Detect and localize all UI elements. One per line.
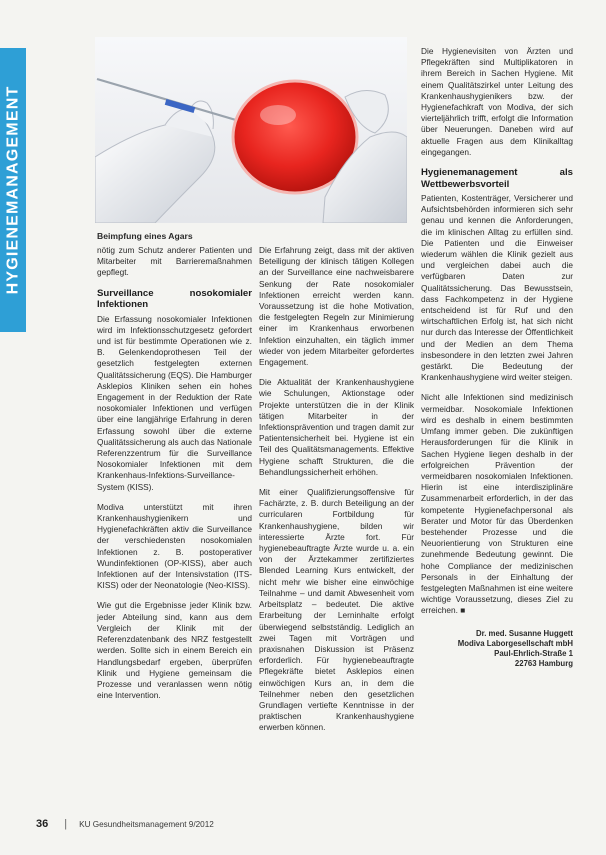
section-heading: Surveillance nosokomialer Infektionen xyxy=(97,287,252,311)
paragraph: Patienten, Kostenträger, Versicherer und Aufsichtsbehörden informieren sich sehr genau und kennen die Anforderungen, die im klinischen Alltag zu erfüllen sind. Die Patienten und die Einweiser wiederum wählen die Klinik gezielt aus und vergleichen dabei auch die verfügbaren Daten zur Qualitätssicherung. Das Bewusstsein, dass Fachkompetenz in der Hygiene entscheidend ist für Ruf und den wirtschaftlichen Erfolg ist, hat sich nicht nur durch das Interesse der Öffentlichkeit und der Medien an dem Thema insbesondere in den letzten zwei Jahren gestärkt. Die Bedeutung der Krankenhaushygiene wird weiter steigen. xyxy=(421,193,573,383)
paragraph: Modiva unterstützt mit ihren Krankenhaushygienikern und Hygienefachkräften aktiv die Surveillance der verschiedensten nosokomialen Infektionen z. B. postoperativer Wundinfektionen (OP-KISS), aber auch Infektionen auf der Intensivstation (ITS-KISS) oder der Neonatologie (Neo-KISS). xyxy=(97,501,252,591)
paragraph: Nicht alle Infektionen sind medizinisch vermeidbar. Nosokomiale Infektionen wird es deshalb in einem bestimmten Umfang immer geben. Die zukünftigen Herausforderungen für die Klinik in Sachen Hygiene liegen deshalb in der erfolgreichen Prävention der vermeidbaren nosokomialen Infektionen. Hierin ist eine interdisziplinäre Zusammenarbeit erforderlich, in der das kompetente Hygienefachpersonal als Berater und Motor für das Überdenken bestehender Prozesse und die Neuorientierung von Strukturen eine zunehmende Bedeutung gewinnt. Die hohe Compliance der medizinischen Personals in der Einhaltung der festgelegten Maßnahmen ist eine weitere wichtige Voraussetzung, dieses Ziel zu erreichen. ■ xyxy=(421,392,573,616)
author-signature xyxy=(421,629,573,669)
author-street: Paul-Ehrlich-Straße 1 xyxy=(494,648,573,658)
section-label-text: HYGIENEMANAGEMENT xyxy=(4,85,22,295)
agar-photo xyxy=(95,37,407,223)
section-heading: Hygienemanagement als Wettbewerbsvorteil xyxy=(421,167,573,190)
author-organization: Modiva Laborgesellschaft mbH xyxy=(457,638,573,648)
page-number: 36 xyxy=(36,818,49,830)
text-column-3 xyxy=(421,46,573,669)
paragraph: Die Erfassung nosokomialer Infektionen wird im Infektionsschutzgesetz gefordert und ist für bestimmte Operationen wie z. B. Gelenkendoprothesen Teil der gesetzlich festgelegten externen Qualitätssicherung (EQS). Die Hamburger Asklepios Kliniken sehen ein hohes Engagement in der Reduktion der Rate nosokomialer Infektionen und verfügen über eine langjährige Erfahrung in deren Erfassung sowohl über die externe Qualitätssicherung als auch das Nationale Referenzzentrum für die Surveillance Nosokomialer Infektionen mit dem Krankenhaus-Infektions-Surveillance-System (KISS). xyxy=(97,313,252,492)
agar-illustration xyxy=(95,37,407,223)
footer-separator: | xyxy=(64,818,68,830)
author-name: Dr. med. Susanne Huggett xyxy=(475,628,573,638)
paragraph: Die Hygienevisiten von Ärzten und Pflegekräften sind Multiplikatoren in ihrem Bereich in Sachen Hygiene. Mit einem Qualitätszirkel unter Leitung des Krankenhaushygienikers bzw. der Hygienefachkraft von Modiva, der sich vierteljährlich trifft, erfolgt die Information über Neuerungen. Daneben wird auf aktuelle Fragen aus dem Klinikalltag eingegangen. xyxy=(421,46,573,157)
paragraph: Mit einer Qualifizierungsoffensive für Fachärzte, z. B. durch Beteiligung an der curricularen Fortbildung für Krankenhaushygiene, bilden wir interessierte Ärzte fort. Für hygienebeauftragte Ärzte wurde u. a. ein von der Ärztekammer zertifiziertes Blended Learning Kurs entwickelt, der nicht mehr wie bisher eine einwöchige Teilnahme – und damit Abwesenheit vom Arbeitsplatz – bedeutet. Die aktive Erarbeitung der Lerninhalte erfolgt überwiegend selbstständig. Lediglich an zwei Tagen mit Vorträgen und praxisnahen Diskussion ist Präsenz erforderlich. Für hygienebeauftragte Pflegekräfte bietet Asklepios einen einwöchigen Kurs an, in dem die Teilnehmer neben den gesetzlichen Grundlagen vertiefte Kenntnisse in der praktischen Krankenhaushygiene erwerben können. xyxy=(259,487,414,733)
paragraph: nötig zum Schutz anderer Patienten und Mitarbeiter mit Barrieremaßnahmen gepflegt. xyxy=(97,245,252,278)
author-city: 22763 Hamburg xyxy=(514,658,573,668)
paragraph: Wie gut die Ergebnisse jeder Klinik bzw. jeder Abteilung sind, kann aus dem Vergleich der Klinik mit der Referenzdatenbank des NRZ festgestellt werden. Sollte sich in einem Bereich ein Handlungsbedarf ergeben, überprüfen Klinik und Hygiene gemeinsam die Prozesse und veranlassen wenn nötig eine Intervention. xyxy=(97,600,252,701)
paragraph: Die Aktualität der Krankenhaushygiene wie Schulungen, Aktionstage oder Projekte unterstützen die in der Klinik tätigen Mitarbeiter in der Infektionsprävention und tragen damit zur Patientensicherheit bei. Hygiene ist ein Teil des Qualitätsmanagements. Effektive Hygiene schafft Strukturen, die die Behandlungssicherheit erhöhen. xyxy=(259,377,414,477)
paragraph: Die Erfahrung zeigt, dass mit der aktiven Beteiligung der klinisch tätigen Kollegen an der Surveillance eine nachweisbarere Senkung der Rate nosokomialer Infektionen erreicht werden kann. Voraussetzung ist die hohe Motivation, die festgelegten Regeln zur Minimierung einer im Krankenhaus erworbenen Infektion einzuhalten, ein täglich immer wieder von jedem Mitarbeiter gefordertes Engagement. xyxy=(259,245,414,368)
section-label xyxy=(0,48,26,332)
page-footer xyxy=(36,816,596,832)
text-column-1 xyxy=(97,245,252,710)
text-column-2 xyxy=(259,245,414,743)
figure-caption: Beimpfung eines Agars xyxy=(97,231,193,241)
journal-name: KU Gesundheitsmanagement 9/2012 xyxy=(79,819,214,829)
